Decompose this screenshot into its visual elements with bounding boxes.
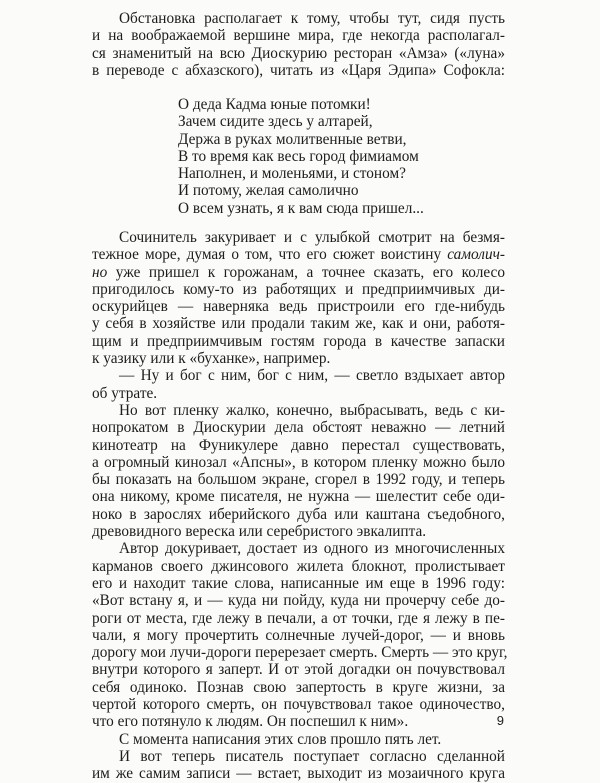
body-text	[92, 229, 508, 783]
poem-line: О деда Кадма юные потомки!	[178, 96, 371, 113]
text-line: карманов своего джинсового жилета блокнот, пролистывает	[92, 557, 505, 575]
text-line: щим и предприимчивым гостям города в качестве запаски	[92, 332, 505, 350]
text-line: Но вот пленку жалко, конечно, выбрасывать, ведь с ки-	[119, 401, 505, 419]
text-line: оскурийцев — наверняка ведь пристроили его где-нибудь	[92, 298, 505, 316]
text-line: у себя в хозяйстве или продали таким же, как и они, работя-	[92, 315, 505, 333]
text-line: к уазику или к «буханке», например.	[92, 350, 331, 368]
text-line: чали, я могу прочертить солнечные лучей-дорог, — и вновь	[92, 626, 505, 644]
poem-line: В то время как весь город фимиамом	[178, 147, 419, 165]
text-line: кинотеатр на Фуникулере давно перестал существовать,	[92, 436, 505, 454]
text-line: дорогу мои лучи-дороги перерезает смерть. Смерть — это круг,	[92, 644, 508, 662]
text-line: ся знаменитый на всю Диоскурию ресторан «Амза» («луна»	[92, 44, 505, 62]
text-line: И вот теперь писатель поступает согласно сделанной	[119, 747, 505, 765]
text-line: а огромный кинозал «Апсны», в котором пленку можно было	[92, 453, 505, 471]
text-line: она никому, кроме писателя, не нужна — шелестит себе оди-	[92, 488, 505, 506]
paragraph-intro	[92, 10, 505, 79]
text-line: ноко в зарослях иберийского дуба или каштана съедобного,	[92, 505, 505, 523]
text-line: чертой которого смерть, он почувствовал такое одиночество,	[92, 696, 505, 714]
italic-fragment: самолич-	[447, 246, 505, 264]
text-line	[92, 264, 505, 281]
page-number: 9	[496, 713, 504, 728]
poem-line: Держа в руках молитвенные ветви,	[178, 130, 407, 148]
text-line: «Вот встану я, и — куда ни пойду, куда ни прочерчу себе до-	[92, 592, 505, 610]
text-line: внутри которого я заперт. И от этой догадки он почувствовал	[92, 661, 505, 679]
text-line: роги от места, где лежу в печали, а от точки, где я лежу в пе-	[92, 609, 505, 627]
poem-line: Наполнен, и моленьями, и стоном?	[178, 165, 406, 183]
text-line: в переводе с абхазского), читать из «Царя Эдипа» Софокла:	[92, 61, 505, 79]
text-line: — Ну и бог с ним, бог с ним, — светло вздыхает автор	[119, 367, 505, 385]
text-fragment: тежное море, думая о том, что его сюжет воистину	[92, 246, 442, 264]
poem-line: Зачем сидите здесь у алтарей,	[178, 113, 373, 131]
text-line: Обстановка располагает к тому, чтобы тут, сидя пусть	[119, 10, 505, 27]
text-line: его и находит такие слова, написанные им еще в 1996 году:	[92, 574, 505, 592]
italic-fragment: но	[92, 263, 108, 281]
text-line	[92, 246, 505, 263]
text-line: и на воображаемой вершине мира, где некогда располагал-	[92, 27, 505, 45]
text-fragment: уже пришел к горожанам, а точнее сказать, его колесо	[115, 263, 505, 281]
text-line: что его потянуло к людям. Он поспешил к ним».	[92, 713, 409, 731]
text-line: об утрате.	[92, 384, 158, 402]
text-line: им же самим записи — встает, выходит из мозаичного круга	[92, 765, 505, 783]
poem-quote	[178, 96, 478, 217]
text-line: Сочинитель закуривает и с улыбкой смотрит на безмя-	[119, 229, 505, 246]
text-line: древовидного вереска или серебристого эвкалипта.	[92, 523, 427, 541]
text-line: пригодилось кому-то из работящих и предприимчивых ди-	[92, 280, 505, 298]
text-line: себя одиноко. Познав свою запертость в круге жизни, за	[92, 678, 505, 696]
text-line: Автор докуривает, достает из одного из многочисленных	[119, 540, 505, 558]
text-line: бы показать на большом экране, сгорел в 1992 году, и теперь	[92, 471, 505, 489]
text-line: нопрокатом в Диоскурии дела обстоят неважно — летний	[92, 419, 505, 437]
poem-line: И потому, желая самолично	[178, 182, 359, 200]
text-line: С момента написания этих слов прошло пять лет.	[119, 730, 442, 748]
poem-line: О всем узнать, я к вам сюда пришел...	[178, 199, 424, 217]
